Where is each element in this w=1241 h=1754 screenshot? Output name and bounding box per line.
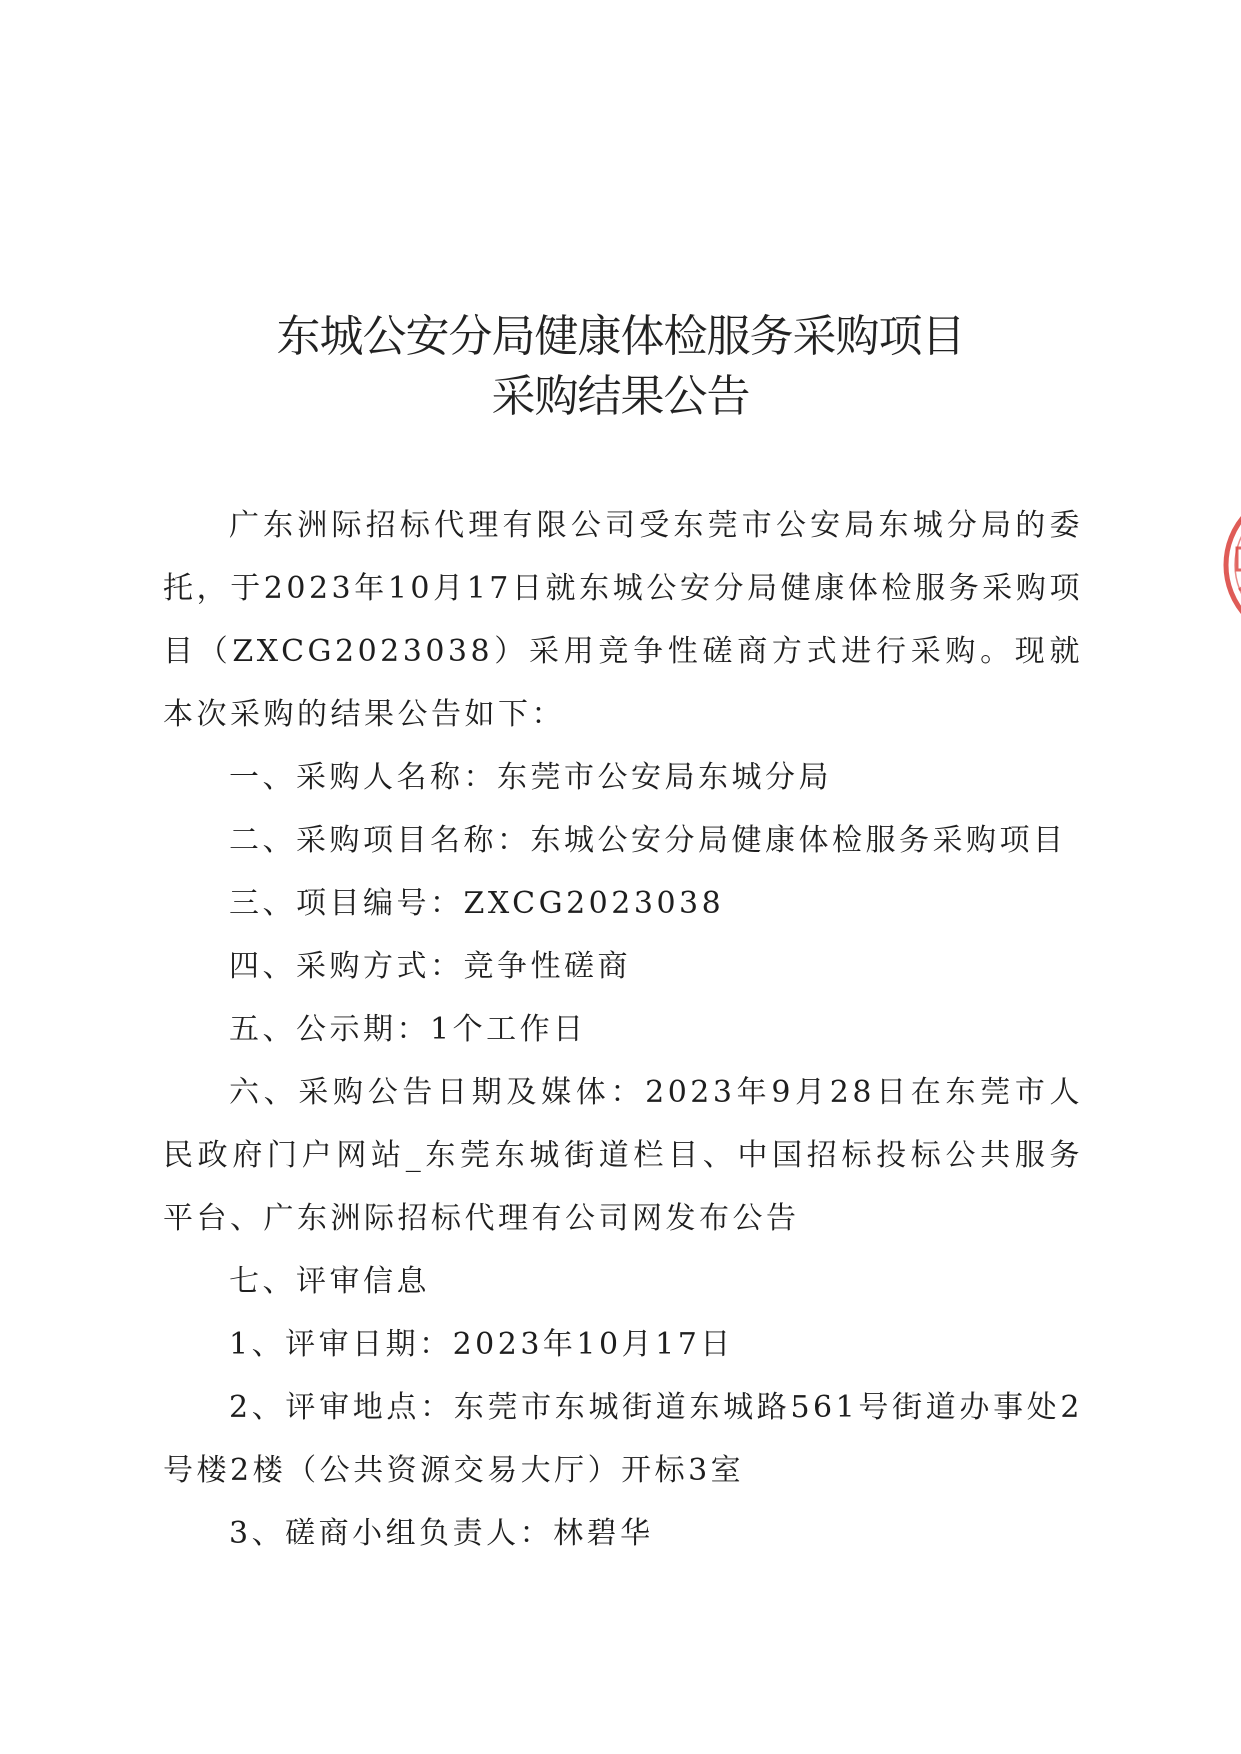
item-review-info-heading: 七、评审信息 <box>229 1264 430 1299</box>
item-publicity-period: 五、公示期：1个工作日 <box>229 1012 587 1047</box>
item-procurement-method: 四、采购方式：竞争性磋商 <box>229 949 631 984</box>
item-review-date: 1、评审日期：2023年10月17日 <box>229 1327 734 1362</box>
official-seal-icon <box>1211 480 1241 650</box>
item-project-number: 三、项目编号：ZXCG2023038 <box>229 886 725 921</box>
item-review-location: 2、评审地点：东莞市东城街道东城路561号街道办事处2号楼2楼（公共资源交易大厅）开标3室 <box>163 1390 1083 1488</box>
item-purchaser-name: 一、采购人名称：东莞市公安局东城分局 <box>229 760 832 795</box>
document-title-line-1: 东城公安分局健康体检服务采购项目 <box>276 311 965 362</box>
item-announcement-date-media: 六、采购公告日期及媒体：2023年9月28日在东莞市人民政府门户网站_东莞东城街道栏目、中国招标投标公共服务平台、广东洲际招标代理有公司网发布公告 <box>163 1075 1083 1236</box>
intro-paragraph: 广东洲际招标代理有限公司受东莞市公安局东城分局的委托，于2023年10月17日就东城公安分局健康体检服务采购项目（ZXCG2023038）采用竞争性磋商方式进行采购。现就本次采购的结果公告如下： <box>163 508 1083 732</box>
item-panel-leader: 3、磋商小组负责人：林碧华 <box>229 1516 654 1551</box>
document-title-line-2: 采购结果公告 <box>491 371 750 422</box>
item-project-name: 二、采购项目名称：东城公安分局健康体检服务采购项目 <box>229 823 1067 858</box>
document-body <box>163 494 1083 1565</box>
